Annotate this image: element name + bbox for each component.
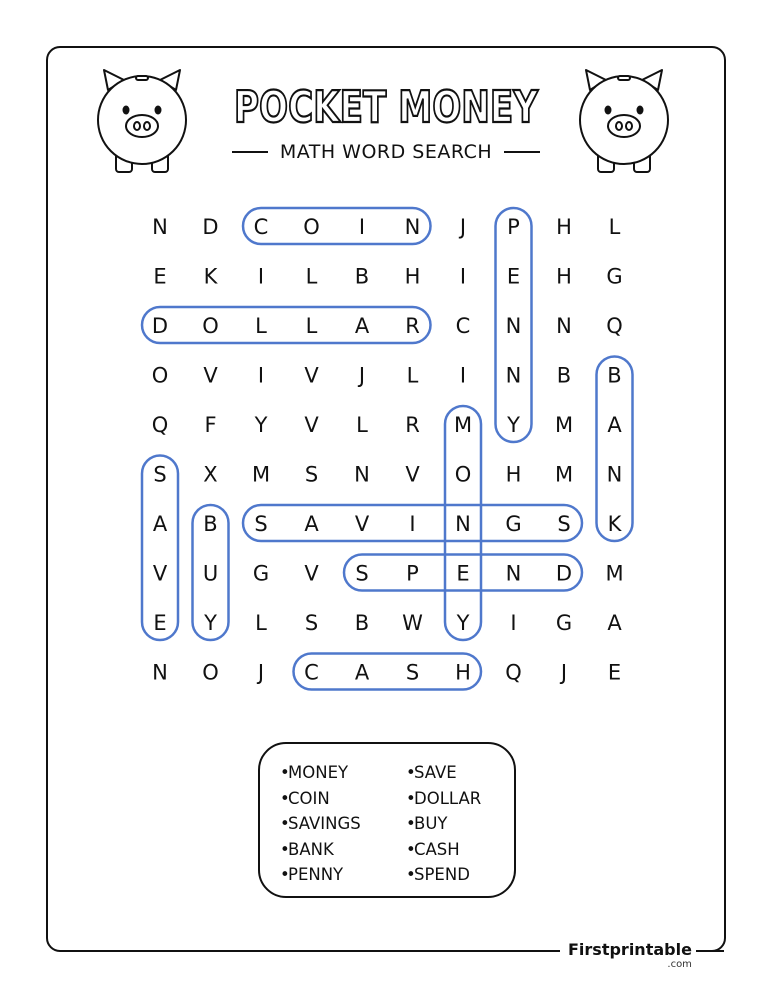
grid-letter: B	[354, 264, 370, 289]
grid-letter: D	[202, 215, 219, 239]
grid-letter: I	[409, 512, 416, 536]
word-list-item: • CASH	[392, 837, 481, 863]
grid-letter: M	[554, 462, 574, 487]
word-list-item: • DOLLAR	[392, 786, 481, 812]
grid-letter: F	[204, 413, 217, 437]
grid-letter: G	[606, 264, 623, 289]
grid-letter: Q	[505, 660, 522, 685]
grid-letter: G	[555, 611, 573, 635]
grid-letter: O	[202, 314, 219, 338]
grid-letter: N	[455, 512, 471, 536]
grid-letter: C	[304, 660, 319, 685]
grid-letter: S	[355, 561, 369, 586]
found-word-cash	[294, 654, 482, 690]
grid-letter: Y	[507, 413, 520, 437]
grid-letter: S	[557, 512, 571, 536]
grid-letter: N	[505, 363, 522, 388]
grid-letter: L	[305, 264, 318, 289]
grid-letter: H	[556, 264, 572, 289]
grid-letter: N	[354, 462, 370, 487]
grid-letter: G	[505, 512, 522, 536]
grid-letter: G	[252, 561, 270, 586]
grid-letter: O	[202, 660, 219, 685]
grid-letter: V	[304, 363, 319, 388]
grid-letter: I	[459, 363, 467, 388]
grid-letter: U	[202, 561, 219, 586]
grid-letter: J	[459, 215, 467, 239]
grid-letter: M	[605, 561, 624, 586]
grid-letter: A	[607, 611, 622, 635]
grid-letter: E	[456, 561, 470, 586]
grid-letter: B	[556, 363, 572, 388]
word-list-item: • BUY	[392, 811, 481, 837]
grid-letter: M	[453, 413, 473, 437]
brand-rule	[700, 950, 724, 952]
brand-logo	[560, 940, 696, 970]
grid-letter: S	[254, 512, 268, 536]
grid-letter: K	[203, 264, 218, 289]
grid-letter: A	[304, 512, 319, 536]
word-list-item: • MONEY	[266, 760, 361, 786]
word-list-item: • PENNY	[266, 862, 361, 888]
grid-letter: H	[404, 264, 421, 289]
grid-letter: N	[404, 215, 421, 239]
brand-tld: .com	[667, 959, 692, 970]
word-list-item: • SAVE	[392, 760, 481, 786]
grid-letter: S	[304, 611, 319, 635]
grid-letter: W	[402, 611, 423, 635]
grid-letter: H	[556, 215, 572, 239]
grid-letter: I	[257, 264, 265, 289]
grid-letter: E	[153, 611, 167, 635]
grid-letter: C	[253, 215, 269, 239]
grid-letter: E	[607, 660, 622, 685]
grid-letter: I	[459, 264, 467, 289]
grid-letter: A	[354, 660, 370, 685]
word-list-column-1	[266, 760, 361, 888]
grid-letter: N	[152, 660, 168, 685]
grid-letter: L	[255, 314, 267, 338]
grid-letter: L	[255, 611, 267, 635]
grid-letter: Y	[254, 413, 268, 437]
grid-letter: S	[405, 660, 420, 685]
grid-letter: D	[555, 561, 573, 586]
grid-letter: C	[455, 314, 471, 338]
grid-letter: H	[455, 660, 471, 685]
grid-letter: N	[505, 561, 522, 586]
grid-letter: Y	[456, 611, 470, 635]
grid-letter: B	[607, 363, 622, 388]
grid-letter: M	[554, 413, 574, 437]
grid-letter: O	[454, 462, 472, 487]
grid-letter: O	[151, 363, 169, 388]
grid-letter: R	[405, 314, 420, 338]
grid-letter: O	[303, 215, 320, 239]
grid-letter: Q	[151, 413, 169, 437]
grid-letter: I	[358, 215, 366, 239]
brand-name: Firstprintable	[568, 940, 692, 959]
grid-letter: Q	[606, 314, 623, 338]
grid-letter: V	[405, 462, 420, 487]
grid-letter: S	[153, 462, 167, 487]
grid-letter: A	[354, 314, 370, 338]
grid-letter: E	[153, 264, 167, 289]
grid-letter: B	[203, 512, 218, 536]
grid-letter: V	[203, 363, 218, 388]
grid-letter: J	[358, 363, 366, 388]
grid-letter: L	[406, 363, 419, 388]
grid-letter: Y	[204, 611, 217, 635]
grid-letter: A	[607, 413, 622, 437]
word-list-item: • SPEND	[392, 862, 481, 888]
grid-letter: N	[556, 314, 572, 338]
word-list-column-2	[392, 760, 481, 888]
grid-letter: X	[203, 462, 218, 487]
grid-letter: P	[507, 215, 520, 239]
subtitle: MATH WORD SEARCH	[279, 141, 493, 163]
grid-letter: I	[257, 363, 265, 388]
grid-letter: B	[354, 611, 370, 635]
word-list-item: • SAVINGS	[266, 811, 361, 837]
grid-letter: M	[251, 462, 271, 487]
grid-letter: L	[356, 413, 368, 437]
word-list-item: • COIN	[266, 786, 361, 812]
grid-letter: V	[304, 413, 319, 437]
grid-letter: I	[510, 611, 517, 635]
grid-letter: H	[505, 462, 522, 487]
grid-letter: K	[607, 512, 622, 536]
found-word-dollar	[142, 307, 431, 343]
grid-letter: N	[152, 215, 168, 239]
grid-letter: V	[354, 512, 370, 536]
grid-letter: N	[606, 462, 623, 487]
grid-letter: E	[506, 264, 521, 289]
grid-letter: R	[405, 413, 420, 437]
grid-letter: S	[304, 462, 319, 487]
title-text: POCKET MONEY	[234, 82, 539, 133]
grid-letter: L	[305, 314, 318, 338]
grid-letter: A	[152, 512, 168, 536]
grid-letters	[152, 215, 624, 685]
grid-letter: J	[560, 660, 568, 685]
grid-letter: J	[257, 660, 265, 685]
found-word-coin	[243, 208, 431, 244]
word-list-box	[258, 742, 516, 898]
word-list-item: • BANK	[266, 837, 361, 863]
grid-letter: V	[152, 561, 168, 586]
grid-letter: D	[151, 314, 169, 338]
grid-letter: L	[608, 215, 621, 239]
grid-letter: N	[505, 314, 522, 338]
grid-letter: P	[406, 561, 419, 586]
grid-letter: V	[304, 561, 319, 586]
